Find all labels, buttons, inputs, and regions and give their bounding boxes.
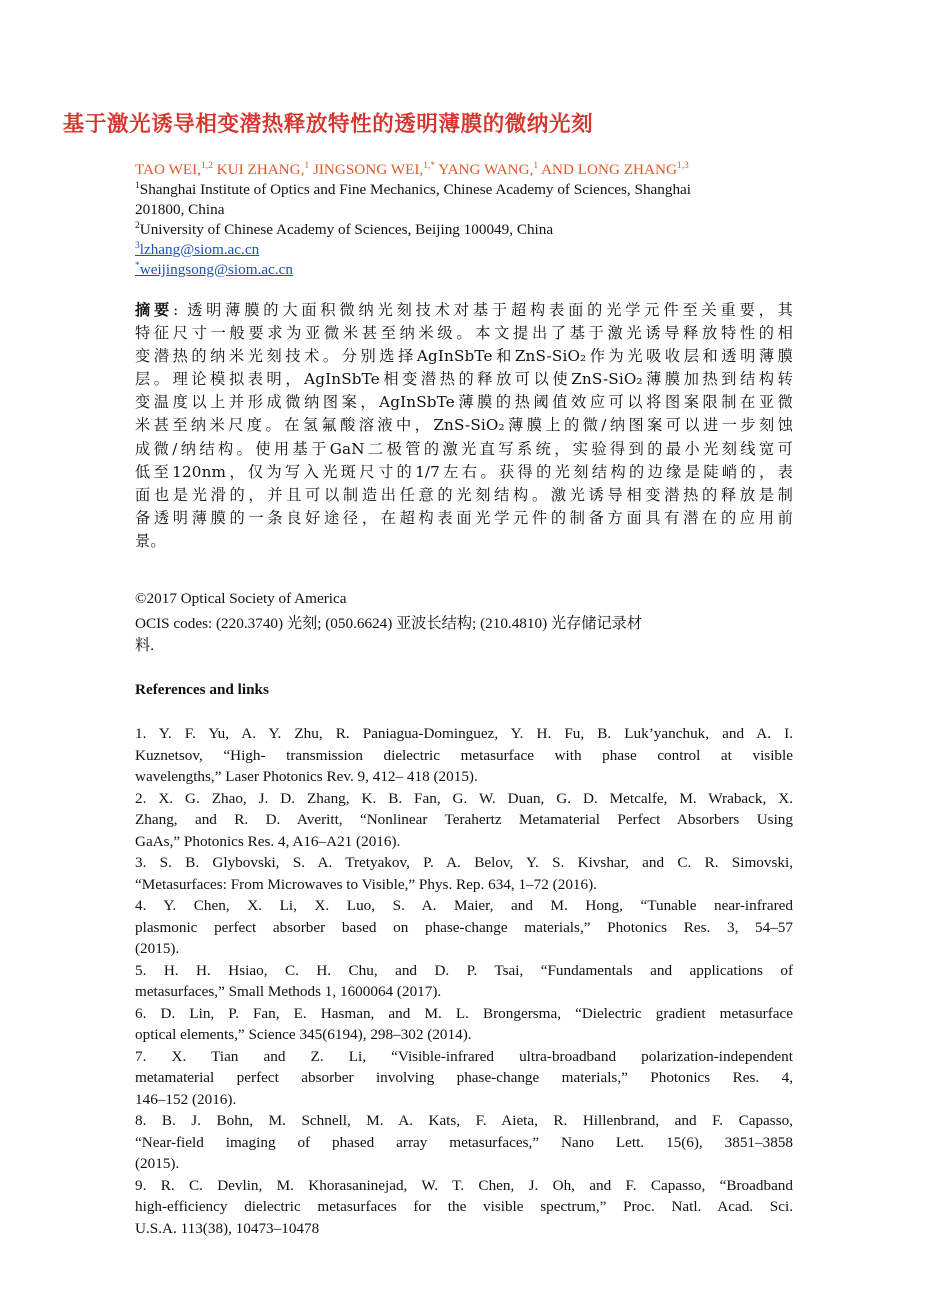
reference-line: metasurfaces,” Small Methods 1, 1600064 (2017). [135,983,442,1000]
email-link[interactable]: lzhang@siom.ac.cn [139,241,260,258]
reference-line: 7. X. Tian and Z. Li, “Visible-infrared ultra-broadband polarization-independent [135,1047,793,1065]
affiliation-4 [135,260,793,280]
reference-line: optical elements,” Science 345(6194), 298–302 (2014). [135,1026,472,1043]
author-name: TAO WEI, [135,161,201,178]
reference-item [135,1046,793,1111]
affiliation-1-cont: 201800, China [135,201,225,218]
reference-line: 5. H. H. Hsiao, C. H. Chu, and D. P. Tsai, “Fundamentals and applications of [135,961,793,979]
reference-list [135,723,793,1239]
author-list [135,160,689,180]
reference-item [135,1175,793,1240]
copyright-notice: ©2017 Optical Society of America [135,590,347,607]
reference-line: metamaterial perfect absorber involving phase-change materials,” Photonics Res. 4, [135,1069,793,1086]
reference-item [135,1003,793,1046]
reference-line: high-efficiency dielectric metasurfaces for the visible spectrum,” Proc. Natl. Acad. Sci. [135,1198,793,1215]
reference-item [135,852,793,895]
abstract-line: 景。 [135,531,166,550]
ocis-line: 料. [135,637,154,654]
email-link[interactable]: weijingsong@siom.ac.cn [139,261,293,278]
author-name: AND LONG ZHANG [538,161,677,178]
abstract-line [135,299,793,322]
abstract-line: 面也是光滑的，并且可以制造出任意的光刻结构。激光诱导相变潜热的释放是制 [135,485,793,504]
abstract-line: 层。理论模拟表明，AgInSbTe相变潜热的释放可以使ZnS-SiO₂薄膜加热到结构转 [135,370,793,389]
reference-line: 146–152 (2016). [135,1090,237,1108]
reference-line: Zhang, and R. D. Averitt, “Nonlinear Terahertz Metamaterial Perfect Absorbers Using [135,811,793,828]
reference-line: wavelengths,” Laser Photonics Rev. 9, 412– 418 (2015). [135,768,478,785]
reference-line: GaAs,” Photonics Res. 4, A16–A21 (2016). [135,832,401,850]
affiliation-list [135,180,793,280]
abstract-line: 低至120nm，仅为写入光斑尺寸的1/7左右。获得的光刻结构的边缘是陡峭的，表 [135,462,793,481]
affiliation-marker: 2 [135,221,140,231]
reference-line: 2. X. G. Zhao, J. D. Zhang, K. B. Fan, G. W. Duan, G. D. Metcalfe, M. Wraback, X. [135,789,793,807]
abstract-label: 摘要 [135,301,174,319]
affiliation-1 [135,180,793,200]
affiliation-text: University of Chinese Academy of Sciences, Beijing 100049, China [139,221,554,238]
affiliation-marker: 1 [135,181,140,191]
reference-item [135,960,793,1003]
reference-line: “Near-field imaging of phased array metasurfaces,” Nano Lett. 15(6), 3851–3858 [135,1133,793,1151]
author-affiliation-marker: 1,2 [200,161,213,171]
abstract-line: 米甚至纳米尺度。在氢氟酸溶液中，ZnS-SiO₂薄膜上的微/纳图案可以进一步刻蚀 [135,416,793,435]
reference-line: 3. S. B. Glybovski, S. A. Tretyakov, P. A. Belov, Y. S. Kivshar, and C. R. Simovski, [135,854,793,871]
reference-line: (2015). [135,1155,180,1172]
abstract-line: 成微/纳结构。使用基于GaN二极管的激光直写系统，实验得到的最小光刻线宽可 [135,439,793,458]
reference-line: plasmonic perfect absorber based on phase-change materials,” Photonics Res. 3, 54–57 [135,918,793,936]
affiliation-text: Shanghai Institute of Optics and Fine Mechanics, Chinese Academy of Sciences, Shanghai [139,181,692,198]
ocis-line: OCIS codes: (220.3740) 光刻; (050.6624) 亚波长结构; (210.4810) 光存储记录材 [135,615,643,632]
author-affiliation-marker: 1 [533,161,539,171]
author-name: YANG WANG, [435,161,534,178]
reference-line: 1. Y. F. Yu, A. Y. Zhu, R. Paniagua-Dominguez, Y. H. Fu, B. Luk’yanchuk, and A. I. [135,725,793,742]
abstract-text: : 透明薄膜的大面积微纳光刻技术对基于超构表面的光学元件至关重要，其 [173,301,793,319]
reference-item [135,788,793,853]
reference-item [135,895,793,960]
abstract-line: 变温度以上并形成微纳图案，AgInSbTe薄膜的热阈值效应可以将图案限制在亚微 [135,393,793,412]
reference-item [135,723,793,788]
references-heading: References and links [135,681,269,698]
reference-line: 4. Y. Chen, X. Li, X. Luo, S. A. Maier, and M. Hong, “Tunable near-infrared [135,897,793,914]
affiliation-2 [135,220,793,240]
paper-title: 基于激光诱导相变潜热释放特性的透明薄膜的微纳光刻 [62,112,594,137]
affiliation-3 [135,240,793,260]
reference-line: (2015). [135,940,180,957]
reference-line: 8. B. J. Bohn, M. Schnell, M. A. Kats, F. Aieta, R. Hillenbrand, and F. Capasso, [135,1112,793,1129]
reference-line: U.S.A. 113(38), 10473–10478 [135,1219,320,1237]
ocis-codes [135,613,642,657]
abstract-line: 特征尺寸一般要求为亚微米甚至纳米级。本文提出了基于激光诱导释放特性的相 [135,324,793,343]
author-name: KUI ZHANG, [212,161,305,178]
author-affiliation-marker: 1,3 [676,161,689,171]
abstract-line: 变潜热的纳米光刻技术。分别选择AgInSbTe和ZnS-SiO₂作为光吸收层和透明薄膜 [135,347,793,366]
author-affiliation-marker: 1 [304,161,310,171]
author-name: JINGSONG WEI, [309,161,424,178]
reference-line: Kuznetsov, “High- transmission dielectric metasurface with phase control at visible [135,746,793,764]
reference-line: 6. D. Lin, P. Fan, E. Hasman, and M. L. Brongersma, “Dielectric gradient metasurface [135,1004,793,1022]
author-affiliation-marker: 1,* [423,161,436,171]
reference-line: 9. R. C. Devlin, M. Khorasaninejad, W. T. Chen, J. Oh, and F. Capasso, “Broadband [135,1176,793,1194]
corresponding-marker: * [135,261,140,271]
abstract [135,299,793,553]
reference-item [135,1110,793,1175]
reference-line: “Metasurfaces: From Microwaves to Visible,” Phys. Rep. 634, 1–72 (2016). [135,875,597,893]
abstract-line: 备透明薄膜的一条良好途径，在超构表面光学元件的制备方面具有潜在的应用前 [135,508,793,527]
affiliation-marker: 3 [135,241,140,251]
